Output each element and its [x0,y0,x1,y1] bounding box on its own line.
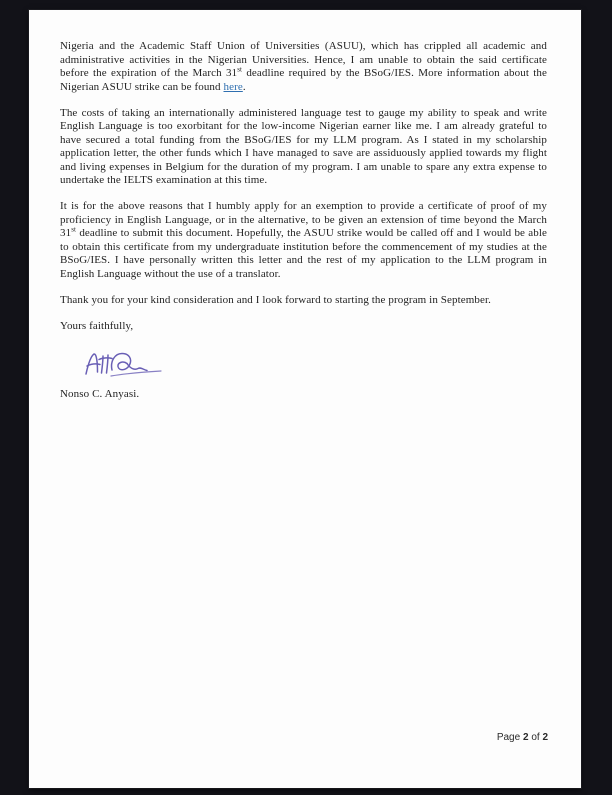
paragraph-text: It is for the above reasons that I humbly apply for an exemption to provide a certificate of proof of my proficiency in English Language, or in the alternative, to be given an extension of time beyond the March 31 [60,200,547,239]
document-page [29,10,581,788]
paragraph-text: . [242,80,246,93]
letter-body [60,40,547,401]
superscript-ordinal: st [71,225,77,234]
paragraph-exemption-request [60,200,547,281]
superscript-ordinal: st [237,65,243,74]
paragraph-thanks: Thank you for your kind consideration and I look forward to starting the program in September. [60,293,491,306]
signer-name: Nonso C. Anyasi. [60,387,140,400]
signature-ink-icon [81,346,165,384]
page-number-footer [497,732,548,743]
paragraph-text: Nigeria and the Academic Staff Union of Universities (ASUU), which has crippled all academic and administrative activities in the Nigerian Universities. Hence, I am unable to obtain the said certificate before the expiration of the March 31 [60,40,547,79]
paragraph-text: deadline required by the BSoG/IES. More information about the Nigerian ASUU strike can be found [60,67,548,93]
asuu-strike-hyperlink[interactable]: here [223,80,243,93]
paragraph-asuu-strike [60,40,547,94]
paragraph-test-costs: The costs of taking an internationally administered language test to gauge my ability to speak and write English Language is too exorbitant for the low-income Nigerian earner like me. I am already grateful to have secured a total funding from the BSoG/IES for my LLM program. As I stated in my scholarship application letter, the other funds which I have managed to save are assiduously applied towards my flight and living expenses in Belgium for the duration of my program. I am unable to spare any extra expense to undertake the IELTS examination at this time. [60,106,547,186]
footer-page-label: Page [496,732,521,743]
handwritten-signature [81,346,547,384]
footer-of-label: of [531,732,540,743]
footer-current-page: 2 [522,732,529,743]
paragraph-text: deadline to submit this document. Hopefully, the ASUU strike would be called off and I would be able to obtain this certificate from my undergraduate institution before the commencement of my studies at the BSoG/IES. I have personally written this letter and the rest of my application to the LLM program in English Language without the use of a translator. [60,227,547,280]
footer-total-pages: 2 [542,732,548,743]
closing-salutation: Yours faithfully, [60,319,134,332]
